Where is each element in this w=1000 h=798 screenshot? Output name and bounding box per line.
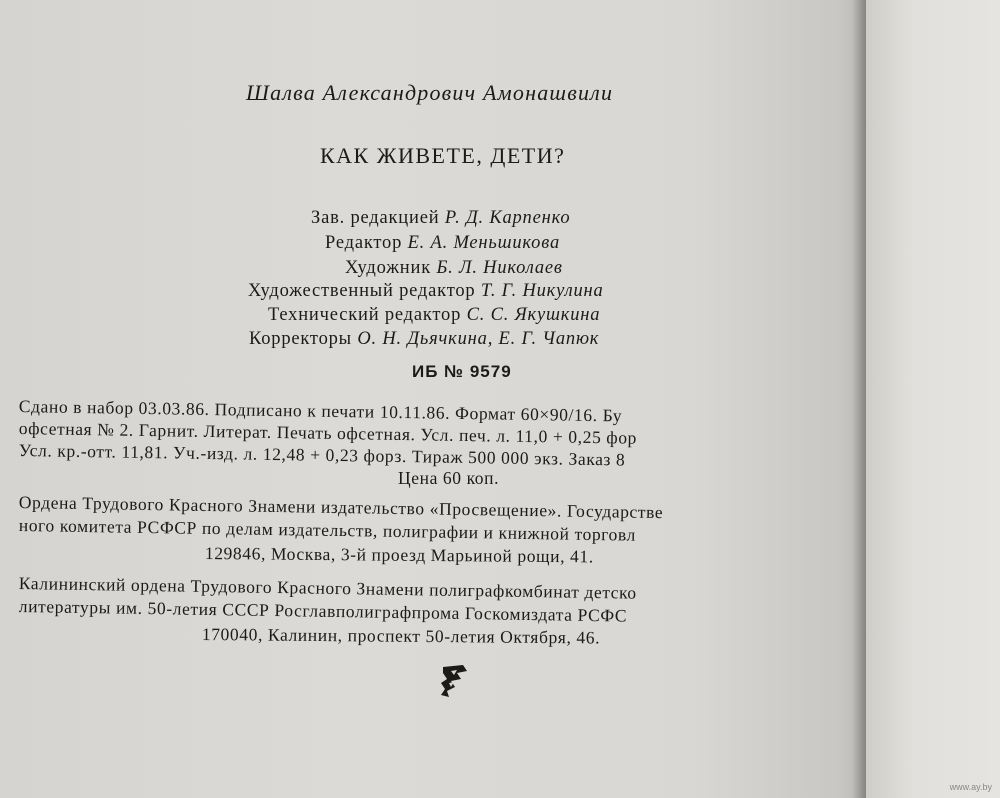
publisher-line: ного комитета РСФСР по делам издательств, полиграфии и книжной торговл <box>18 515 637 545</box>
publisher-line: Ордена Трудового Красного Знамени издательство «Просвещение». Государстве <box>18 492 664 523</box>
ib-number: ИБ № 9579 <box>412 362 512 381</box>
credit-line <box>325 233 560 254</box>
print-details-line: Усл. кр.-отт. 11,81. Уч.-изд. л. 12,48 + 0,23 форз. Тираж 500 000 экз. Заказ 8 <box>18 440 626 470</box>
publisher-address: 129846, Москва, 3-й проезд Марьиной рощи, 41. <box>204 543 594 567</box>
printer-line: литературы им. 50-летия СССР Росглавполиграфпрома Госкомиздата РСФС <box>18 596 628 626</box>
credit-name: О. Н. Дьячкина, Е. Г. Чапюк <box>357 329 600 349</box>
credit-line <box>248 281 604 302</box>
book-title: КАК ЖИВЕТЕ, ДЕТИ? <box>320 143 566 168</box>
credit-line <box>268 305 600 326</box>
author-name: Шалва Александрович Амонашвили <box>246 80 614 105</box>
credit-role: Редактор <box>325 233 403 253</box>
credit-name: Б. Л. Николаев <box>436 258 563 278</box>
credit-line <box>249 329 599 350</box>
credit-line <box>345 258 563 279</box>
credit-name: Р. Д. Карпенко <box>444 208 571 228</box>
printer-logo-icon <box>437 661 473 701</box>
credit-line <box>311 208 570 229</box>
printer-address: 170040, Калинин, проспект 50-летия Октября, 46. <box>201 624 601 648</box>
credit-role: Корректоры <box>249 329 352 349</box>
facing-page <box>866 0 1000 798</box>
print-details-line: офсетная № 2. Гарнит. Литерат. Печать офсетная. Усл. печ. л. 11,0 + 0,25 фор <box>18 418 638 448</box>
credit-role: Художник <box>345 258 431 278</box>
credit-name: С. С. Якушкина <box>466 305 601 325</box>
watermark: www.ay.by <box>949 782 992 792</box>
credit-role: Зав. редакцией <box>311 208 440 228</box>
credit-name: Е. А. Меньшикова <box>407 233 560 253</box>
price: Цена 60 коп. <box>398 468 500 488</box>
credit-name: Т. Г. Никулина <box>480 281 604 301</box>
print-details-line: Сдано в набор 03.03.86. Подписано к печати 10.11.86. Формат 60×90/16. Бу <box>18 396 623 426</box>
credit-role: Технический редактор <box>268 305 462 325</box>
credit-role: Художественный редактор <box>248 281 476 301</box>
printer-line: Калининский ордена Трудового Красного Знамени полиграфкомбинат детско <box>18 573 637 603</box>
